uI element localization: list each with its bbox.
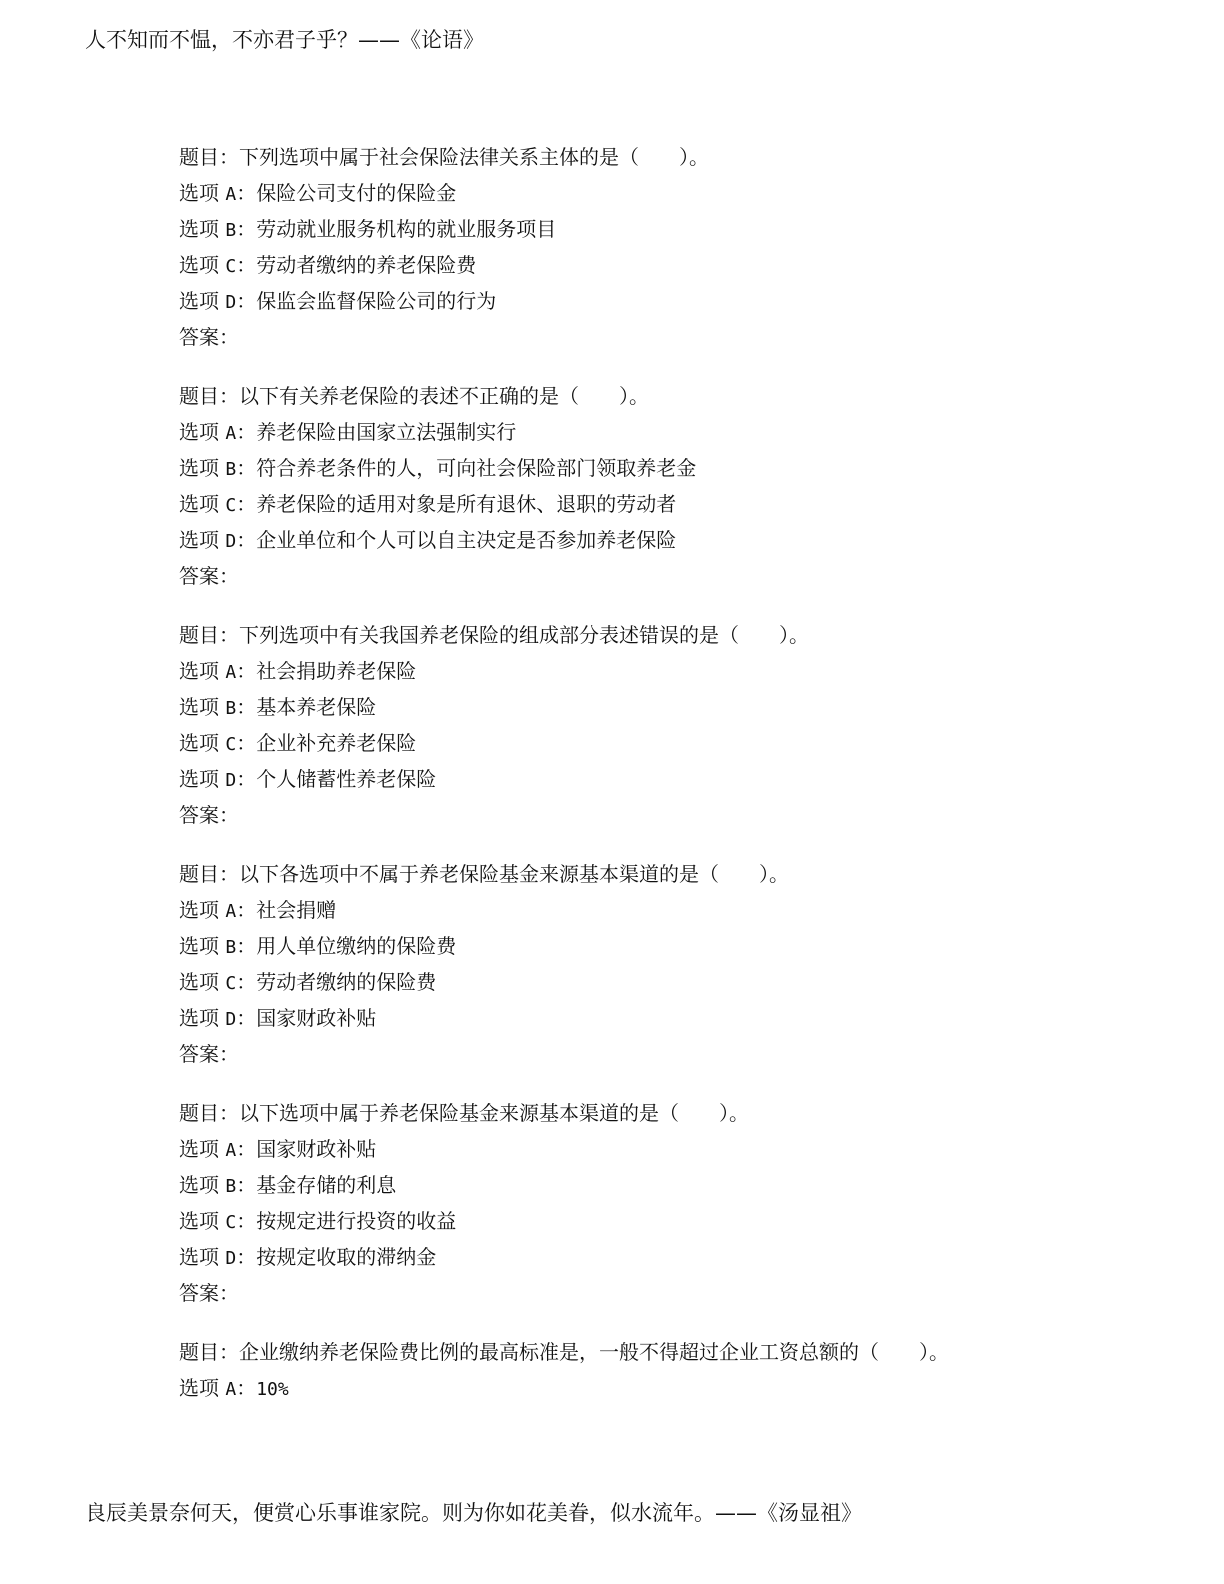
question-2 <box>179 378 1179 617</box>
option-a: 选项 A：保险公司支付的保险金 <box>179 181 457 205</box>
option-b: 选项 B：符合养老条件的人，可向社会保险部门领取养老金 <box>179 456 697 480</box>
option-prefix: 选项 <box>179 1006 219 1030</box>
option-letter: A <box>225 184 237 205</box>
option-letter: D <box>225 1009 237 1030</box>
option-text: 10% <box>256 1379 289 1400</box>
option-prefix: 选项 <box>179 659 219 683</box>
option-prefix: 选项 <box>179 1245 219 1269</box>
question-3 <box>179 617 1179 856</box>
option-text: 按规定进行投资的收益 <box>256 1209 457 1233</box>
option-text: 国家财政补贴 <box>256 1137 377 1161</box>
answer-line <box>179 319 1179 355</box>
option-prefix: 选项 <box>179 217 219 241</box>
question-stem <box>179 856 1179 892</box>
answer-line <box>179 558 1179 594</box>
question-5 <box>179 1095 1179 1334</box>
option-prefix: 选项 <box>179 1209 219 1233</box>
option-text: 用人单位缴纳的保险费 <box>256 934 457 958</box>
option-text: 符合养老条件的人，可向社会保险部门领取养老金 <box>256 456 697 480</box>
option-prefix: 选项 <box>179 1173 219 1197</box>
option-text: 企业单位和个人可以自主决定是否参加养老保险 <box>256 528 677 552</box>
option-prefix: 选项 <box>179 970 219 994</box>
option-letter: C <box>225 1212 237 1233</box>
question-4 <box>179 856 1179 1095</box>
option-c: 选项 C：劳动者缴纳的保险费 <box>179 970 437 994</box>
answer-label: 答案： <box>179 803 239 827</box>
question-text: 以下各选项中不属于养老保险基金来源基本渠道的是（ ）。 <box>239 862 789 886</box>
option-letter: A <box>225 423 237 444</box>
option-d: 选项 D：个人储蓄性养老保险 <box>179 767 437 791</box>
option-letter: D <box>225 531 237 552</box>
option-d: 选项 D：国家财政补贴 <box>179 1006 377 1030</box>
option-prefix: 选项 <box>179 898 219 922</box>
option-a: 选项 A：养老保险由国家立法强制实行 <box>179 420 517 444</box>
option-letter: A <box>225 1140 237 1161</box>
option-b: 选项 B：基金存储的利息 <box>179 1173 397 1197</box>
option-a: 选项 A：社会捐赠 <box>179 898 337 922</box>
question-stem <box>179 378 1179 414</box>
question-list <box>179 139 1179 1573</box>
question-6 <box>179 1334 1179 1573</box>
option-letter: A <box>225 1379 237 1400</box>
option-prefix: 选项 <box>179 289 219 313</box>
question-stem <box>179 1095 1179 1131</box>
option-a: 选项 A：国家财政补贴 <box>179 1137 377 1161</box>
question-prefix: 题目： <box>179 1101 239 1125</box>
header-quote: 人不知而不愠，不亦君子乎？——《论语》 <box>85 28 484 52</box>
option-prefix: 选项 <box>179 492 219 516</box>
option-text: 劳动者缴纳的保险费 <box>256 970 437 994</box>
option-text: 保监会监督保险公司的行为 <box>256 289 497 313</box>
option-d: 选项 D：按规定收取的滞纳金 <box>179 1245 437 1269</box>
option-letter: C <box>225 256 237 277</box>
option-text: 劳动就业服务机构的就业服务项目 <box>256 217 557 241</box>
question-1 <box>179 139 1179 378</box>
answer-label: 答案： <box>179 564 239 588</box>
question-stem <box>179 1334 1179 1370</box>
question-prefix: 题目： <box>179 384 239 408</box>
option-prefix: 选项 <box>179 695 219 719</box>
option-prefix: 选项 <box>179 1137 219 1161</box>
option-text: 基本养老保险 <box>256 695 377 719</box>
question-text: 企业缴纳养老保险费比例的最高标准是，一般不得超过企业工资总额的（ ）。 <box>239 1340 949 1364</box>
option-prefix: 选项 <box>179 934 219 958</box>
option-prefix: 选项 <box>179 767 219 791</box>
option-text: 按规定收取的滞纳金 <box>256 1245 437 1269</box>
option-letter: D <box>225 770 237 791</box>
option-letter: A <box>225 901 237 922</box>
question-text: 下列选项中属于社会保险法律关系主体的是（ ）。 <box>239 145 709 169</box>
option-a: 选项 A：10% <box>179 1376 289 1400</box>
option-c: 选项 C：企业补充养老保险 <box>179 731 417 755</box>
option-prefix: 选项 <box>179 420 219 444</box>
option-c: 选项 C：按规定进行投资的收益 <box>179 1209 457 1233</box>
option-text: 企业补充养老保险 <box>256 731 417 755</box>
option-letter: C <box>225 495 237 516</box>
option-prefix: 选项 <box>179 1376 219 1400</box>
option-prefix: 选项 <box>179 456 219 480</box>
option-letter: C <box>225 973 237 994</box>
answer-line <box>179 1036 1179 1072</box>
option-letter: B <box>225 459 237 480</box>
option-b: 选项 B：基本养老保险 <box>179 695 377 719</box>
option-b: 选项 B：用人单位缴纳的保险费 <box>179 934 457 958</box>
answer-label: 答案： <box>179 1042 239 1066</box>
option-text: 社会捐赠 <box>256 898 337 922</box>
option-prefix: 选项 <box>179 731 219 755</box>
option-prefix: 选项 <box>179 528 219 552</box>
question-text: 以下有关养老保险的表述不正确的是（ ）。 <box>239 384 649 408</box>
option-c: 选项 C：养老保险的适用对象是所有退休、退职的劳动者 <box>179 492 677 516</box>
option-d: 选项 D：企业单位和个人可以自主决定是否参加养老保险 <box>179 528 677 552</box>
option-d: 选项 D：保监会监督保险公司的行为 <box>179 289 497 313</box>
option-c: 选项 C：劳动者缴纳的养老保险费 <box>179 253 477 277</box>
answer-label: 答案： <box>179 1281 239 1305</box>
option-text: 国家财政补贴 <box>256 1006 377 1030</box>
answer-line <box>179 797 1179 833</box>
option-letter: B <box>225 937 237 958</box>
option-letter: B <box>225 1176 237 1197</box>
option-text: 劳动者缴纳的养老保险费 <box>256 253 477 277</box>
question-prefix: 题目： <box>179 862 239 886</box>
option-text: 个人储蓄性养老保险 <box>256 767 437 791</box>
footer-quote: 良辰美景奈何天，便赏心乐事谁家院。则为你如花美眷，似水流年。——《汤显祖》 <box>85 1501 862 1525</box>
option-b: 选项 B：劳动就业服务机构的就业服务项目 <box>179 217 557 241</box>
answer-label: 答案： <box>179 325 239 349</box>
option-letter: D <box>225 292 237 313</box>
option-text: 养老保险的适用对象是所有退休、退职的劳动者 <box>256 492 677 516</box>
option-prefix: 选项 <box>179 181 219 205</box>
option-a: 选项 A：社会捐助养老保险 <box>179 659 417 683</box>
question-stem <box>179 617 1179 653</box>
option-text: 基金存储的利息 <box>256 1173 397 1197</box>
question-text: 以下选项中属于养老保险基金来源基本渠道的是（ ）。 <box>239 1101 749 1125</box>
option-letter: D <box>225 1248 237 1269</box>
option-prefix: 选项 <box>179 253 219 277</box>
answer-line <box>179 1275 1179 1311</box>
option-letter: B <box>225 220 237 241</box>
option-text: 养老保险由国家立法强制实行 <box>256 420 517 444</box>
option-letter: A <box>225 662 237 683</box>
question-stem <box>179 139 1179 175</box>
question-prefix: 题目： <box>179 145 239 169</box>
option-letter: C <box>225 734 237 755</box>
question-prefix: 题目： <box>179 623 239 647</box>
question-prefix: 题目： <box>179 1340 239 1364</box>
question-text: 下列选项中有关我国养老保险的组成部分表述错误的是（ ）。 <box>239 623 809 647</box>
option-text: 保险公司支付的保险金 <box>256 181 457 205</box>
option-letter: B <box>225 698 237 719</box>
option-text: 社会捐助养老保险 <box>256 659 417 683</box>
